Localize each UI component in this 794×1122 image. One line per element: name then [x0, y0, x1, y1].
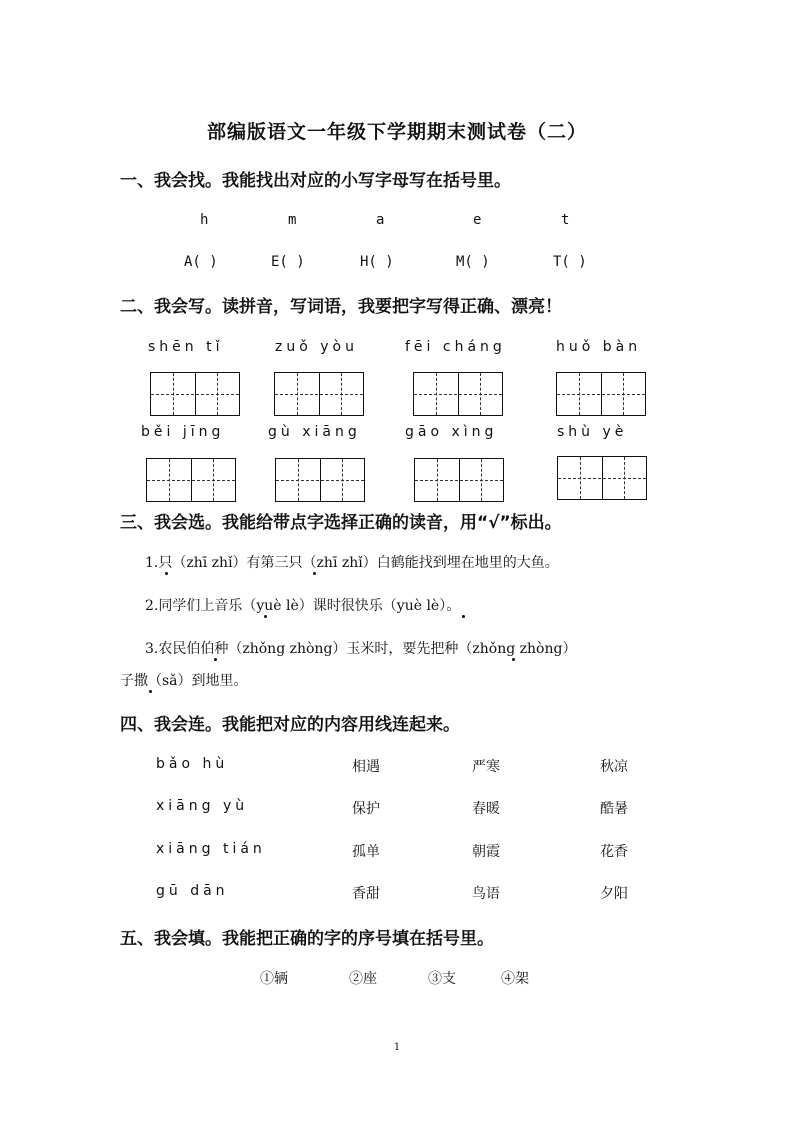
section5-heading: 五、我会填。我能把正确的字的序号填在括号里。 [120, 929, 494, 949]
pinyin-prompt: gù xiāng [268, 424, 361, 440]
match-word[interactable]: 花香 [600, 844, 628, 860]
match-word[interactable]: 保护 [352, 801, 380, 817]
match-word[interactable]: 鸟语 [472, 886, 500, 902]
writing-grid[interactable] [556, 372, 646, 416]
uppercase-answer-slot[interactable]: H( ) [360, 254, 394, 270]
choice-option: ④架 [501, 971, 529, 987]
lowercase-letter: a [376, 212, 385, 228]
emphasis-dot [149, 690, 152, 693]
match-word[interactable]: 香甜 [352, 886, 380, 902]
pinyin-prompt: shù yè [557, 424, 628, 440]
emphasis-dot [264, 615, 267, 618]
writing-grid[interactable] [413, 372, 503, 416]
writing-grid[interactable] [414, 458, 504, 502]
section4-heading: 四、我会连。我能把对应的内容用线连起来。 [120, 715, 460, 735]
match-pinyin[interactable]: xiāng yù [156, 798, 249, 814]
section3-heading: 三、我会选。我能给带点字选择正确的读音，用“√”标出。 [120, 513, 562, 533]
page-number: 1 [393, 1042, 401, 1053]
match-word[interactable]: 相遇 [352, 759, 380, 775]
uppercase-answer-slot[interactable]: A( ) [184, 254, 218, 270]
match-word[interactable]: 秋凉 [600, 759, 628, 775]
match-pinyin[interactable]: bǎo hù [156, 756, 229, 772]
question-2: 2.同学们上音乐（yuè lè）课时很快乐（yuè lè）。 [145, 598, 461, 614]
emphasis-dot [512, 658, 515, 661]
writing-grid[interactable] [557, 456, 647, 500]
pinyin-prompt: gāo xìng [405, 424, 498, 440]
writing-grid[interactable] [275, 458, 365, 502]
question-3-line2: 子撒（sǎ）到地里。 [120, 673, 248, 689]
match-word[interactable]: 春暖 [472, 801, 500, 817]
choice-option: ③支 [428, 971, 456, 987]
choice-option: ②座 [349, 971, 377, 987]
emphasis-dot [165, 572, 168, 575]
uppercase-answer-slot[interactable]: M( ) [456, 254, 490, 270]
pinyin-prompt: fēi cháng [405, 339, 506, 355]
question-1: 1.只（zhī zhǐ）有第三只（zhī zhǐ）白鹤能找到埋在地里的大鱼。 [145, 555, 559, 571]
section1-heading: 一、我会找。我能找出对应的小写字母写在括号里。 [120, 171, 511, 191]
emphasis-dot [214, 658, 217, 661]
match-word[interactable]: 夕阳 [600, 886, 628, 902]
lowercase-letter: t [561, 212, 570, 228]
match-word[interactable]: 朝霞 [472, 844, 500, 860]
lowercase-letter: e [473, 212, 482, 228]
uppercase-answer-slot[interactable]: T( ) [553, 254, 587, 270]
page-title: 部编版语文一年级下学期期末测试卷（二） [206, 121, 587, 143]
match-pinyin[interactable]: xiāng tián [156, 841, 266, 857]
choice-option: ①辆 [260, 971, 288, 987]
pinyin-prompt: zuǒ yòu [275, 339, 358, 355]
writing-grid[interactable] [150, 372, 240, 416]
uppercase-answer-slot[interactable]: E( ) [271, 254, 305, 270]
emphasis-dot [313, 572, 316, 575]
pinyin-prompt: huǒ bàn [556, 339, 642, 355]
writing-grid[interactable] [146, 458, 236, 502]
writing-grid[interactable] [274, 372, 364, 416]
lowercase-letter: h [200, 212, 209, 228]
section2-heading: 二、我会写。读拼音，写词语，我要把字写得正确、漂亮！ [120, 297, 562, 317]
question-3-line1: 3.农民伯伯种（zhǒng zhòng）玉米时，要先把种（zhǒng zhòng） [145, 641, 577, 657]
emphasis-dot [462, 615, 465, 618]
match-word[interactable]: 酷暑 [600, 801, 628, 817]
lowercase-letter: m [288, 212, 297, 228]
match-word[interactable]: 严寒 [472, 759, 500, 775]
pinyin-prompt: shēn tǐ [148, 339, 224, 355]
match-word[interactable]: 孤单 [352, 844, 380, 860]
pinyin-prompt: běi jīng [141, 424, 225, 440]
match-pinyin[interactable]: gū dān [156, 883, 229, 899]
